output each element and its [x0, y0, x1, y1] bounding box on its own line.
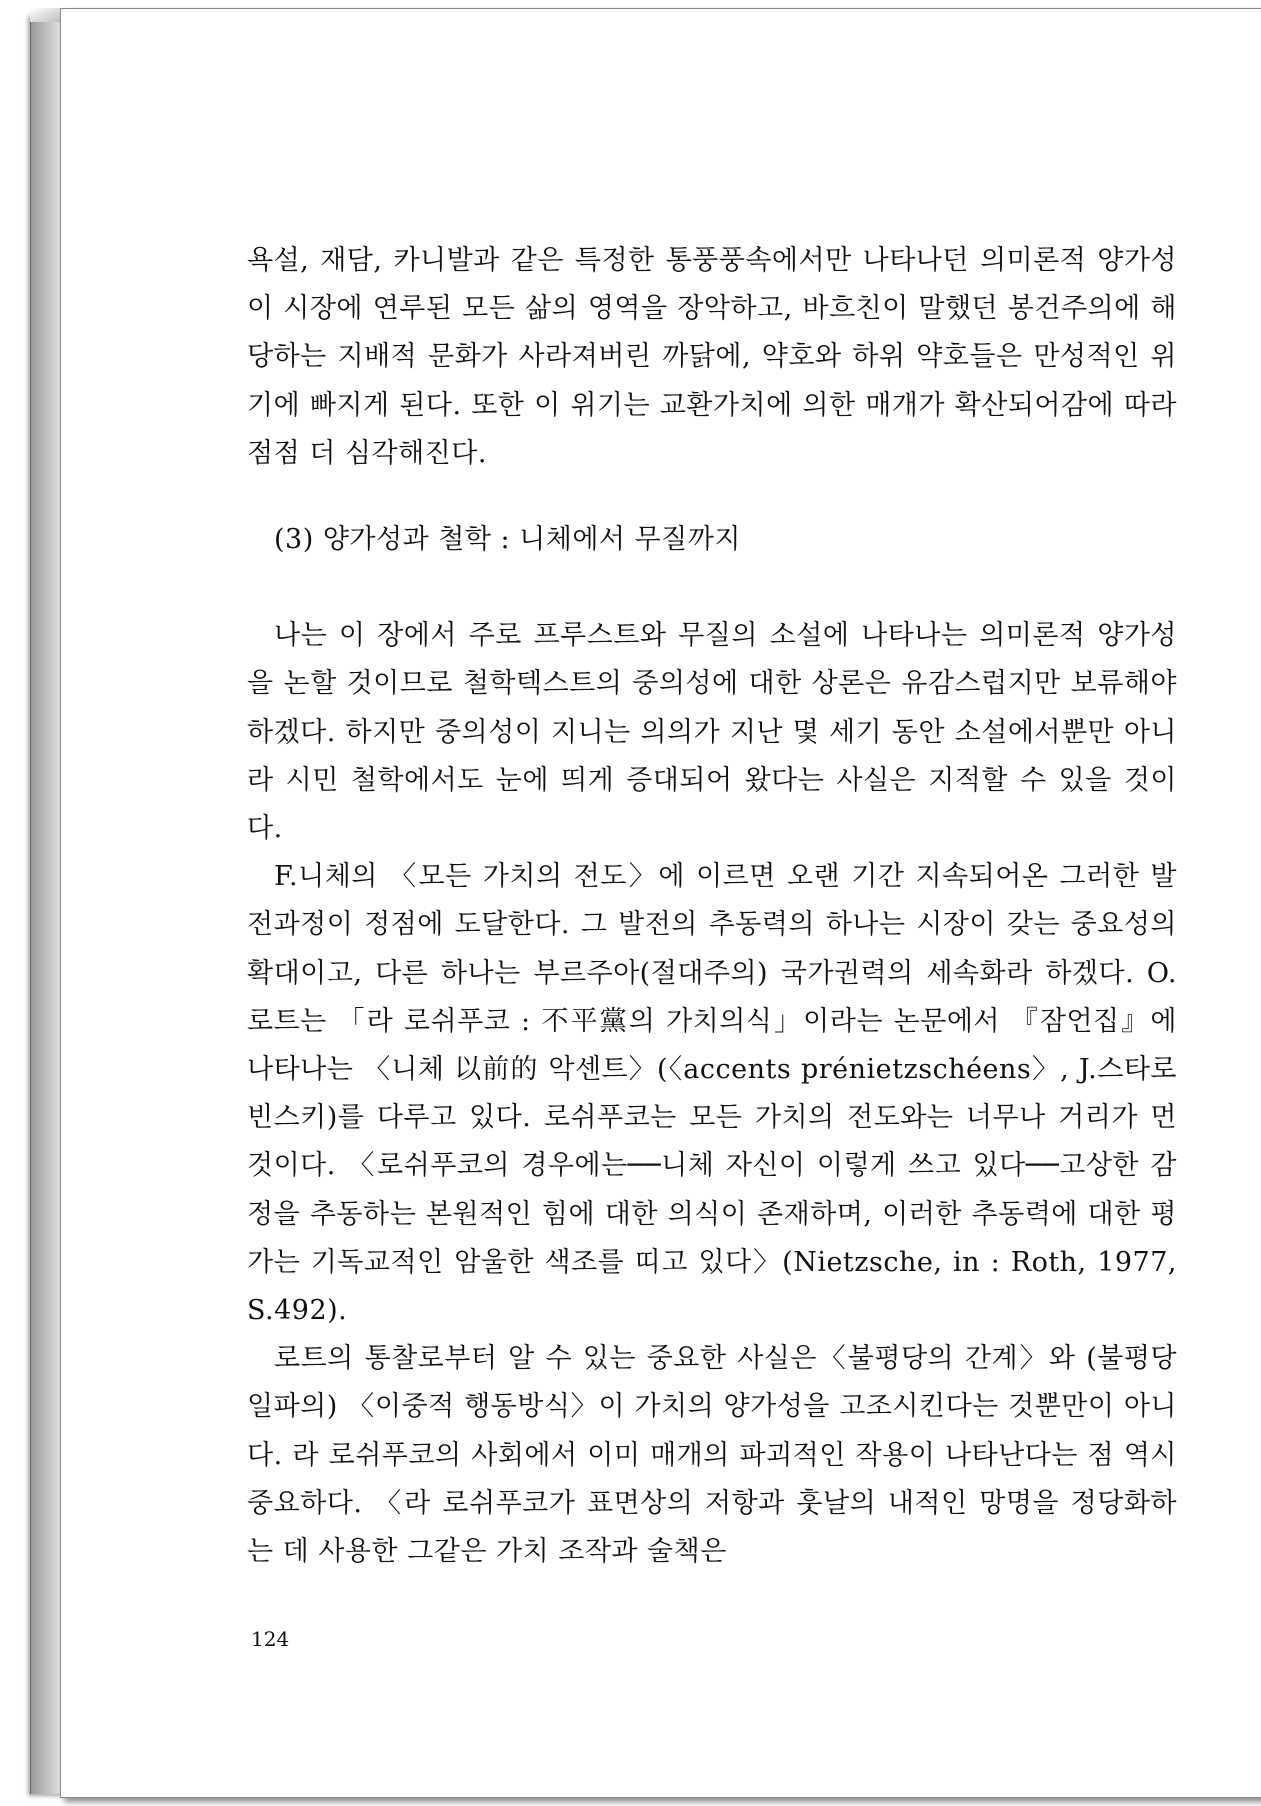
page-number: 124: [251, 1627, 290, 1651]
paragraph: F.니체의 〈모든 가치의 전도〉에 이르면 오랜 기간 지속되어온 그러한 발전과정이 정점에 도달한다. 그 발전의 추동력의 하나는 시장이 갖는 중요성의 확대이고, 다른 하나는 부르주아(절대주의) 국가권력의 세속화라 하겠다. O.로트는 「라 로쉬푸코 : 不平黨의 가치의식」이라는 논문에서 『잠언집』에 나타나는 〈니체 以前的 악센트〉(〈accents prénietzschéens〉, J.스타로빈스키)를 다루고 있다. 로쉬푸코는 모든 가치의 전도와는 너무나 거리가 먼 것이다. 〈로쉬푸코의 경우에는──니체 자신이 이렇게 쓰고 있다──고상한 감정을 추동하는 본원적인 힘에 대한 의식이 존재하며, 이러한 추동력에 대한 평가는 기독교적인 암울한 색조를 띠고 있다〉(Nietzsche, in : Roth, 1977, S.492).: [247, 861, 1177, 1327]
section-heading: (3) 양가성과 철학 : 니체에서 무질까지: [274, 524, 741, 556]
page-corner-bevel: [30, 8, 62, 22]
paragraph: 욕설, 재담, 카니발과 같은 특정한 통풍풍속에서만 나타나던 의미론적 양가성이 시장에 연루된 모든 삶의 영역을 장악하고, 바흐친이 말했던 봉건주의에 해당하는 지배적 문화가 사라져버린 까닭에, 약호와 하위 약호들은 만성적인 위기에 빠지게 된다. 또한 이 위기는 교환가치에 의한 매개가 확산되어감에 따라 점점 더 심각해진다.: [247, 245, 1177, 469]
book: [30, 8, 1242, 1798]
page-stack-edge: [30, 14, 63, 1794]
paragraph: 나는 이 장에서 주로 프루스트와 무질의 소설에 나타나는 의미론적 양가성을 논할 것이므로 철학텍스트의 중의성에 대한 상론은 유감스럽지만 보류해야 하겠다. 하지만 중의성이 지니는 의의가 지난 몇 세기 동안 소설에서뿐만 아니라 시민 철학에서도 눈에 띄게 증대되어 왔다는 사실은 지적할 수 있을 것이다.: [247, 620, 1177, 845]
book-page: [60, 8, 1261, 1798]
body-text: [247, 237, 1177, 1576]
paragraph: 로트의 통찰로부터 알 수 있는 중요한 사실은〈불평당의 간계〉와 (불평당 일파의) 〈이중적 행동방식〉이 가치의 양가성을 고조시킨다는 것뿐만이 아니다. 라 로쉬푸코의 사회에서 이미 매개의 파괴적인 작용이 나타난다는 점 역시 중요하다. 〈라 로쉬푸코가 표면상의 저항과 훗날의 내적인 망명을 정당화하는 데 사용한 그같은 가치 조작과 술책은: [247, 1343, 1177, 1568]
